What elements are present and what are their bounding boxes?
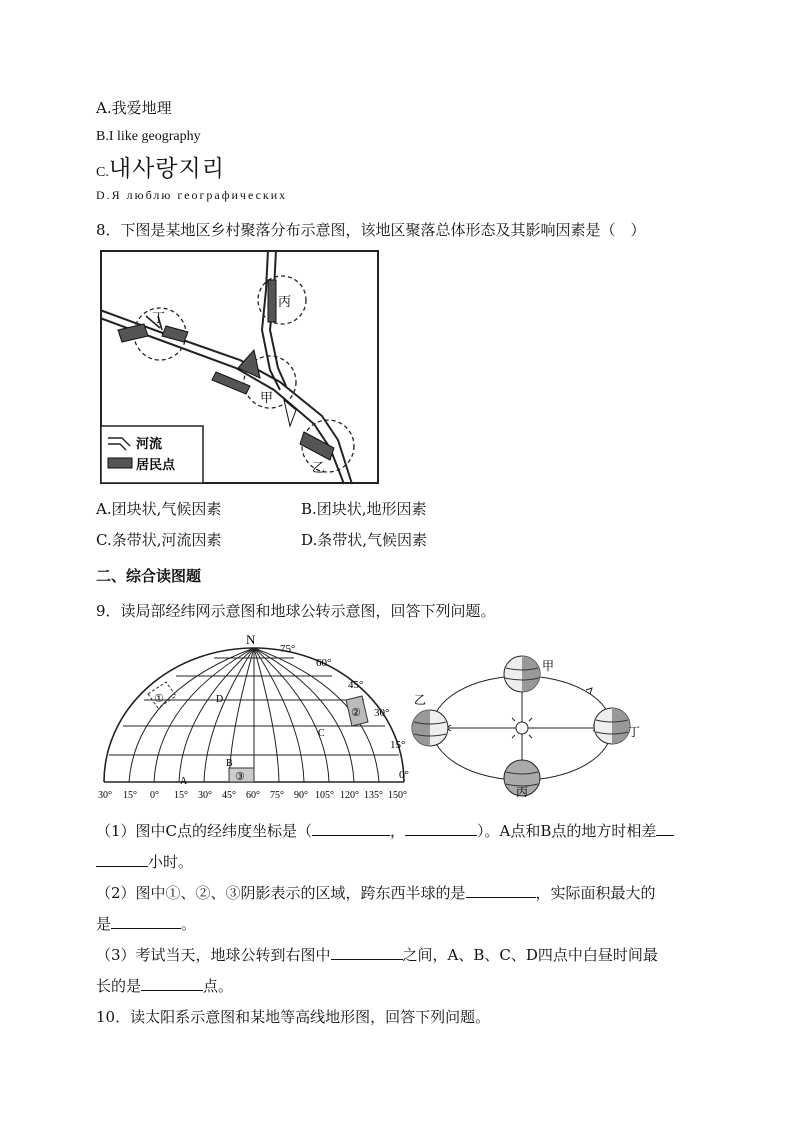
lat-label-45: 45°: [348, 679, 364, 691]
earth-jia: [504, 656, 540, 692]
lon-label: 0°: [150, 790, 159, 801]
answer-blank[interactable]: [466, 883, 536, 898]
q8-option-c: C.条带状,河流因素: [96, 531, 222, 549]
label-jia: 甲: [260, 390, 274, 405]
answer-blank[interactable]: [312, 821, 390, 836]
label-yi: 乙: [414, 693, 427, 707]
label-ding: 丁: [628, 725, 641, 739]
option-c-text: 내사랑지리: [108, 156, 225, 182]
q8-options-row-1: [96, 498, 427, 519]
q9-sub2-line1: [96, 882, 656, 903]
lon-label: 15°: [174, 790, 188, 801]
lon-label: 30°: [98, 790, 112, 801]
option-c-q7: [96, 150, 225, 183]
label-yi: 乙: [312, 460, 326, 475]
settlement-map: [100, 250, 380, 486]
lon-label: 75°: [270, 790, 284, 801]
lon-label: 120°: [340, 790, 359, 801]
q9-sub2-text-b: ，实际面积最大的: [535, 884, 656, 902]
q9-sub1-text-c: 小时。: [148, 853, 194, 871]
graticule-map: [96, 632, 416, 804]
q9-sub2-text-d: 。: [181, 915, 197, 933]
lon-labels: [98, 790, 407, 801]
question-10-stem: 10．读太阳系示意图和某地等高线地形图，回答下列问题。: [96, 1008, 491, 1026]
north-label: N: [246, 632, 256, 647]
point-b-label: B: [226, 758, 233, 769]
lon-label: 135°: [364, 790, 383, 801]
q9-sub3-line2: [96, 975, 233, 996]
question-9-stem: 9．读局部经纬网示意图和地球公转示意图，回答下列问题。: [96, 602, 496, 620]
lat-label-15: 15°: [390, 739, 406, 751]
lat-label-75: 75°: [280, 643, 296, 655]
answer-blank[interactable]: [141, 976, 203, 991]
q9-sub1-line1: [96, 820, 674, 841]
point-c-label: C: [318, 728, 325, 739]
legend-settlement-label: 居民点: [136, 457, 176, 472]
earth-ding: [594, 708, 630, 744]
lon-label: 15°: [123, 790, 137, 801]
answer-blank[interactable]: [331, 945, 403, 960]
option-c-prefix: C.: [96, 165, 109, 180]
region-3-label: ③: [235, 771, 245, 783]
label-bing: 丙: [516, 785, 529, 799]
answer-blank[interactable]: [405, 821, 477, 836]
legend-river-label: 河流: [136, 436, 163, 451]
answer-blank[interactable]: [96, 852, 148, 867]
q9-sub3-text-a: （3）考试当天，地球公转到右图中: [96, 946, 331, 964]
option-b-q7: B.I like geography: [96, 129, 201, 144]
q8-option-a: A.团块状,气候因素: [96, 500, 222, 518]
region-1-label: ①: [154, 693, 164, 705]
q9-sub1-line2: [96, 851, 193, 872]
q9-sub1-text-a: （1）图中C点的经纬度坐标是（: [96, 822, 313, 840]
q9-sub2-text-c: 是: [96, 915, 112, 933]
region-2-label: ②: [351, 707, 361, 719]
point-d-label: D: [216, 694, 224, 705]
lat-label-60: 60°: [316, 657, 332, 669]
option-d-q7: D.Я люблю географических: [96, 188, 288, 202]
section-heading: 二、综合读图题: [96, 567, 202, 585]
label-bing: 丙: [278, 294, 292, 309]
q9-sub1-sep: ，: [390, 822, 406, 840]
question-8-stem: 8．下图是某地区乡村聚落分布示意图，该地区聚落总体形态及其影响因素是（ ）: [96, 221, 646, 239]
orbit-diagram: [408, 650, 644, 800]
q8-options-row-2: [96, 529, 427, 550]
q8-option-b: B.团块状,地形因素: [301, 500, 427, 518]
answer-blank[interactable]: [656, 821, 674, 836]
lon-label: 90°: [294, 790, 308, 801]
lon-label: 45°: [222, 790, 236, 801]
earth-yi: [412, 710, 448, 746]
settlement-bing: [268, 280, 276, 322]
q9-sub3-text-d: 点。: [203, 977, 234, 995]
lat-label-30: 30°: [374, 707, 390, 719]
legend-settlement-icon: [108, 458, 132, 468]
point-a-label: A: [180, 776, 188, 787]
lon-label: 60°: [246, 790, 260, 801]
lon-label: 150°: [388, 790, 407, 801]
q9-sub3-line1: [96, 944, 658, 965]
label-ding: 丁: [152, 310, 166, 325]
q9-sub2-text-a: （2）图中①、②、③阴影表示的区域，跨东西半球的是: [96, 884, 466, 902]
q9-sub3-text-c: 长的是: [96, 977, 142, 995]
q8-option-d: D.条带状,气候因素: [301, 531, 428, 549]
q9-sub2-line2: [96, 913, 196, 934]
lon-label: 30°: [198, 790, 212, 801]
answer-blank[interactable]: [111, 914, 181, 929]
lat-label-0: 0°: [399, 769, 409, 781]
option-a-q7: A.我爱地理: [96, 99, 172, 117]
q9-sub1-text-b: ）。A点和B点的地方时相差: [477, 822, 657, 840]
legend-box: [101, 426, 203, 483]
label-jia: 甲: [542, 659, 555, 673]
q9-sub3-text-b: 之间，A、B、C、D四点中白昼时间最: [402, 946, 658, 964]
lon-label: 105°: [315, 790, 334, 801]
